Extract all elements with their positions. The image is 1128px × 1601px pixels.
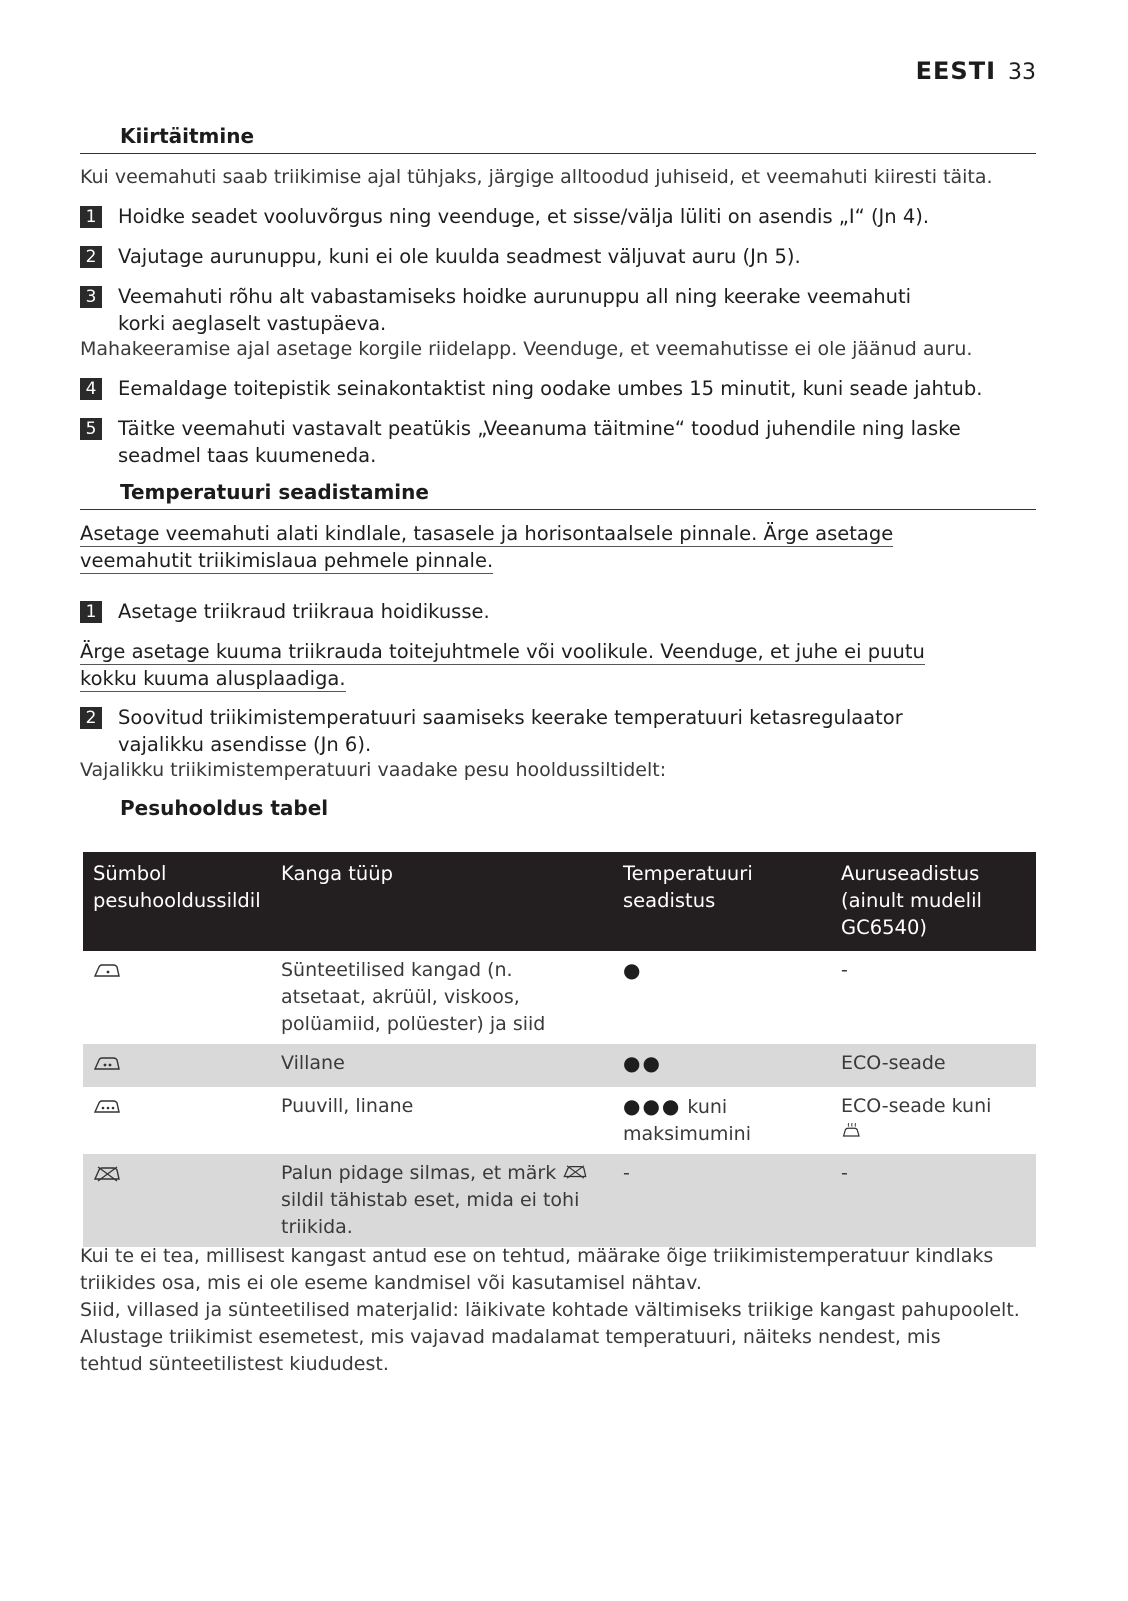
step-number: 2: [80, 246, 102, 268]
iron-crossed-inline-icon: [562, 1164, 588, 1180]
step-number: 5: [80, 418, 102, 440]
temperature-step-2: [80, 704, 980, 758]
symbol-cell: [83, 1087, 271, 1154]
section-title-quick-fill: Kiirtäitmine: [80, 124, 1036, 154]
warning-surface: [80, 520, 980, 574]
symbol-cell: [83, 951, 271, 1044]
footer-paragraph-3: Alustage triikimist esemetest, mis vajavad madalamat temperatuuri, näiteks nendest, mis tehtud sünteetilistest kiududest.: [80, 1326, 941, 1375]
footer-paragraph-2: Siid, villased ja sünteetilised materjalid: läikivate kohtade vältimiseks triikige kangast pahupoolelt.: [80, 1299, 1020, 1321]
header-symbol: Sümbol pesuhooldussildil: [83, 852, 271, 951]
quick-fill-step-4: [80, 375, 1036, 402]
fabric-text-b: sildil tähistab eset, mida ei tohi triikida.: [281, 1189, 580, 1238]
table-header-row: [83, 852, 1036, 951]
header-steam: Auruseadistus (ainult mudelil GC6540): [831, 852, 1036, 951]
symbol-cell: [83, 1154, 271, 1247]
header-fabric: Kanga tüüp: [271, 852, 613, 951]
section-title-temperature: Temperatuuri seadistamine: [80, 480, 1036, 510]
step-text: Hoidke seadet vooluvõrgus ning veenduge, et sisse/välja lüliti on asendis „I“ (Jn 4).: [118, 205, 930, 228]
step-number: 1: [80, 601, 102, 623]
step-text: Täitke veemahuti vastavalt peatükis „Veeanuma täitmine“ toodud juhendile ning laske seadmel taas kuumeneda.: [118, 417, 961, 467]
step-text: Vajutage aurunuppu, kuni ei ole kuulda seadmest väljuvat auru (Jn 5).: [118, 245, 801, 268]
temperature-cell: ●●: [613, 1044, 831, 1087]
page-header: [916, 57, 1036, 85]
steam-max-icon: [841, 1121, 865, 1139]
fabric-cell: Sünteetilised kangad (n. atsetaat, akrüül, viskoos, polüamiid, polüester) ja siid: [281, 959, 546, 1035]
warning-hot-iron: [80, 638, 980, 692]
quick-fill-step-3: [80, 283, 960, 337]
table-row: [83, 1044, 1036, 1087]
iron-two-dots-icon: [93, 1055, 121, 1073]
iron-crossed-icon: [93, 1165, 121, 1183]
care-table: [83, 852, 1036, 1247]
step-number: 3: [80, 286, 102, 308]
step-text: Eemaldage toitepistik seinakontaktist ning oodake umbes 15 minutit, kuni seade jahtub.: [118, 377, 983, 400]
temperature-dots: ●●●: [623, 1094, 682, 1118]
fabric-cell: Puuvill, linane: [281, 1095, 414, 1117]
fabric-text-a: Palun pidage silmas, et märk: [281, 1162, 557, 1184]
step-number: 4: [80, 378, 102, 400]
fabric-cell: [271, 1154, 613, 1247]
table-row: [83, 951, 1036, 1044]
quick-fill-note: Mahakeeramise ajal asetage korgile riidelapp. Veenduge, et veemahutisse ei ole jäänud auru.: [80, 338, 973, 360]
quick-fill-step-1: [80, 203, 1036, 230]
step-text: Veemahuti rõhu alt vabastamiseks hoidke aurunuppu all ning keerake veemahuti korki aeglaselt vastupäeva.: [118, 285, 912, 335]
step-number: 2: [80, 707, 102, 729]
fabric-cell: Villane: [271, 1044, 613, 1087]
steam-text: ECO-seade kuni: [841, 1095, 992, 1117]
temperature-step-1: [80, 598, 1036, 625]
temperature-cell: ●: [623, 958, 643, 982]
header-temperature: Temperatuuri seadistus: [613, 852, 831, 951]
footer-paragraph-1: Kui te ei tea, millisest kangast antud ese on tehtud, määrake õige triikimistemperatuur kindlaks triikides osa, mis ei ole eseme kandmisel või kasutamisel nähtav.: [80, 1245, 994, 1294]
temperature-cell: -: [613, 1154, 831, 1247]
steam-cell: ECO-seade: [831, 1044, 1036, 1087]
table-caption: Pesuhooldus tabel: [120, 796, 329, 820]
temperature-step-2-note: Vajalikku triikimistemperatuuri vaadake pesu hooldussiltidelt:: [80, 759, 667, 781]
page-number: 33: [1008, 60, 1036, 85]
quick-fill-intro: Kui veemahuti saab triikimise ajal tühjaks, järgige alltoodud juhiseid, et veemahuti kiiresti täita.: [80, 166, 993, 188]
iron-one-dot-icon: [93, 962, 121, 980]
steam-cell: -: [831, 1154, 1036, 1247]
language-label: EESTI: [915, 57, 996, 85]
table-row: [83, 1154, 1036, 1247]
step-text: Asetage triikraud triikraua hoidikusse.: [118, 600, 490, 623]
step-number: 1: [80, 206, 102, 228]
temperature-suffix: kuni maksimumini: [623, 1096, 751, 1145]
temperature-cell: [613, 1087, 831, 1154]
quick-fill-step-5: [80, 415, 1036, 469]
steam-cell: [831, 1087, 1036, 1154]
step-text: Soovitud triikimistemperatuuri saamiseks keerake temperatuuri ketasregulaator vajalikku asendisse (Jn 6).: [118, 706, 903, 756]
table-row: [83, 1087, 1036, 1154]
symbol-cell: [83, 1044, 271, 1087]
steam-cell: -: [841, 959, 848, 981]
warning-text: Ärge asetage kuuma triikrauda toitejuhtmele või voolikule. Veenduge, et juhe ei puutu kokku kuuma alusplaadiga.: [80, 640, 925, 690]
quick-fill-step-2: [80, 243, 1036, 270]
iron-three-dots-icon: [93, 1098, 121, 1116]
warning-text: Asetage veemahuti alati kindlale, tasasele ja horisontaalsele pinnale. Ärge asetage veemahutit triikimislaua pehmele pinnale.: [80, 522, 894, 572]
